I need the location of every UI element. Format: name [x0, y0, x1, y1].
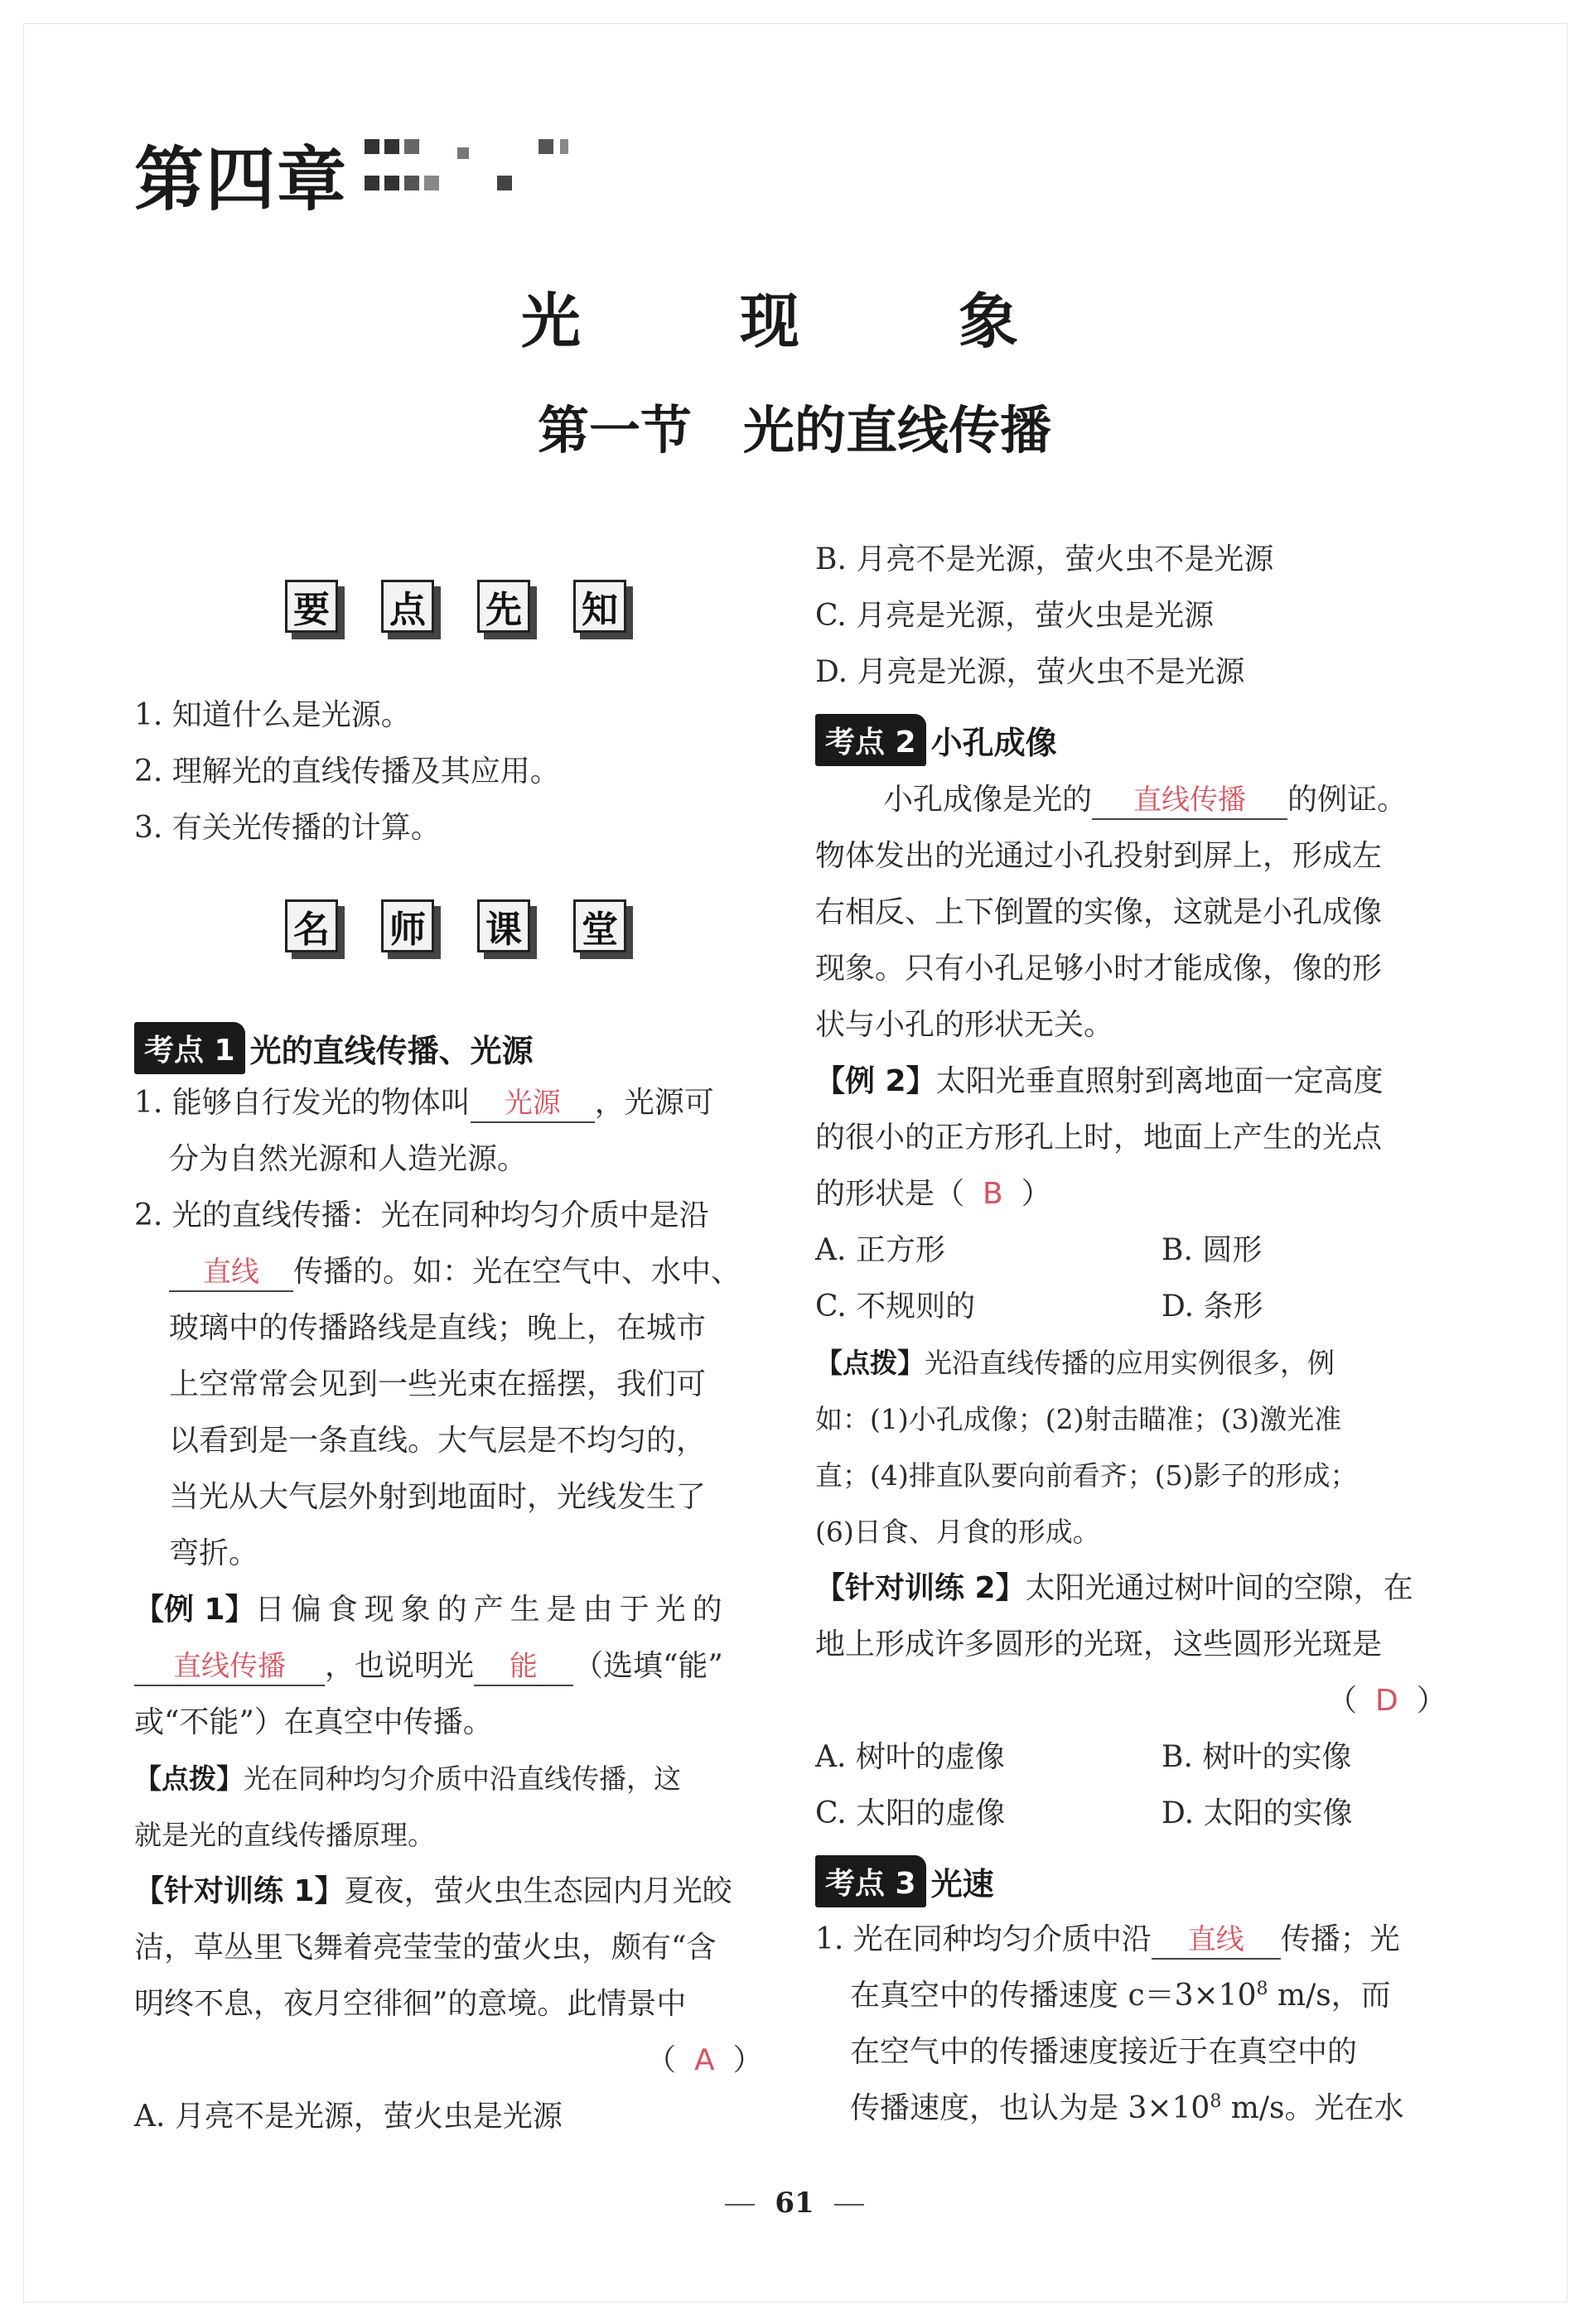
option-c: C. 太阳的虚像 [815, 1796, 1006, 1830]
text-line: 当光从大气层外射到地面时，光线发生了 [169, 1480, 707, 1514]
answer-bracket: （ D ） [1327, 1684, 1447, 1718]
option-a: A. 月亮不是光源，萤火虫是光源 [134, 2100, 563, 2134]
option-b: B. 圆形 [1162, 1233, 1263, 1267]
chapter-heading: 第四章 [134, 139, 349, 220]
answer-bracket: （ A ） [646, 2043, 763, 2077]
text-line: 在真空中的传播速度 $c=3\times 10^8$ m/s，而 [850, 1979, 1391, 2013]
text-line: 状与小孔的形状无关。 [815, 1008, 1114, 1042]
example-1: 【例 1】日偏食现象的产生是由于光的 [134, 1593, 729, 1627]
key-point-3 [815, 1855, 994, 1907]
text-line: 直；(4)排直队要向前看齐；(5)影子的形成； [815, 1459, 1358, 1492]
key-point-title: 光速 [930, 1866, 994, 1902]
key-points-badges [285, 580, 626, 633]
training-2: 【针对训练 2】太阳光通过树叶间的空隙，在 [815, 1571, 1413, 1605]
text-line: 在空气中的传播速度接近于在真空中的 [850, 2035, 1358, 2069]
option-a: A. 树叶的虚像 [815, 1740, 1005, 1774]
key-point-tag: 考点 3 [815, 1855, 926, 1907]
option-d: D. 太阳的实像 [1162, 1796, 1353, 1830]
text-line: 或“不能”）在真空中传播。 [134, 1705, 493, 1739]
text-line: 右相反、上下倒置的实像，这就是小孔成像 [815, 895, 1383, 929]
badge-char: 先 [477, 580, 530, 633]
tip-1: 【点拨】光在同种均匀介质中沿直线传播，这 [134, 1762, 681, 1795]
key-point-title: 光的直线传播、光源 [249, 1033, 534, 1069]
teacher-class-badges [285, 899, 626, 952]
answer-blank: 能 [474, 1648, 573, 1686]
section-title: 第一节 光的直线传播 [537, 400, 1051, 460]
text-line: 的形状是（ B ） [815, 1177, 1051, 1211]
key-point-2 [815, 714, 1057, 766]
option-d: D. 月亮是光源，萤火虫不是光源 [815, 655, 1245, 689]
text-line: 传播速度，也认为是 $3\times 10^8$ m/s。光在水 [850, 2091, 1404, 2125]
text-line: 明终不息，夜月空徘徊”的意境。此情景中 [134, 1987, 687, 2021]
text-line: 1. 能够自行发光的物体叫 光源 ，光源可 [134, 1085, 714, 1123]
badge-char: 课 [477, 899, 530, 952]
example-2: 【例 2】太阳光垂直照射到离地面一定高度 [815, 1064, 1384, 1098]
answer-blank: 直线 [1152, 1921, 1281, 1960]
page-number: 61 [0, 2187, 1589, 2220]
text-line: 上空常常会见到一些光束在摇摆，我们可 [169, 1367, 707, 1401]
text-line: 2. 光的直线传播：光在同种均匀介质中是沿 [134, 1198, 709, 1232]
text-line: 现象。只有小孔足够小时才能成像，像的形 [815, 952, 1383, 986]
option-d: D. 条形 [1162, 1290, 1263, 1324]
tip-2: 【点拨】光沿直线传播的应用实例很多，例 [815, 1347, 1335, 1379]
key-point-tag: 考点 1 [134, 1022, 245, 1074]
answer-blank: 光源 [471, 1085, 595, 1123]
text-line: 弯折。 [169, 1536, 259, 1570]
text-line: 直线 传播的。如：光在空气中、水中、 [169, 1254, 741, 1292]
badge-char: 名 [285, 899, 338, 952]
badge-char: 点 [381, 580, 434, 633]
text-line: 以看到是一条直线。大气层是不均匀的， [169, 1424, 707, 1458]
answer-blank: 直线传播 [134, 1648, 325, 1686]
text-line: 小孔成像是光的 直线传播 的例证。 [883, 782, 1407, 820]
key-point-title: 小孔成像 [930, 725, 1057, 761]
badge-char: 知 [573, 580, 626, 633]
answer-blank: 直线 [169, 1254, 293, 1292]
key-point-tag: 考点 2 [815, 714, 926, 766]
text-line: 就是光的直线传播原理。 [134, 1819, 435, 1851]
text-line: 如：(1)小孔成像；(2)射击瞄准；(3)激光准 [815, 1403, 1342, 1435]
text-line: 分为自然光源和人造光源。 [169, 1142, 528, 1176]
objective-item: 1. 知道什么是光源。 [134, 698, 411, 732]
badge-char: 要 [285, 580, 338, 633]
text-line: 洁，草丛里飞舞着亮莹莹的萤火虫，颇有“含 [134, 1931, 717, 1965]
option-b: B. 月亮不是光源，萤火虫不是光源 [815, 542, 1274, 576]
objective-item: 2. 理解光的直线传播及其应用。 [134, 755, 560, 788]
text-line: 物体发出的光通过小孔投射到屏上，形成左 [815, 839, 1383, 873]
text-line: 1. 光在同种均匀介质中沿 直线 传播；光 [815, 1921, 1400, 1960]
text-line: (6)日食、月食的形成。 [815, 1516, 1100, 1548]
badge-char: 师 [381, 899, 434, 952]
option-b: B. 树叶的实像 [1162, 1740, 1352, 1774]
key-point-1 [134, 1022, 534, 1074]
text-line: 的很小的正方形孔上时，地面上产生的光点 [815, 1121, 1383, 1155]
option-c: C. 月亮是光源，萤火虫是光源 [815, 599, 1215, 633]
answer-blank: 直线传播 [1092, 782, 1287, 820]
text-line: 地上形成许多圆形的光斑，这些圆形光斑是 [815, 1627, 1383, 1661]
training-1: 【针对训练 1】夏夜，萤火虫生态园内月光皎 [134, 1874, 732, 1908]
main-title: 光 现 象 [520, 287, 1068, 356]
badge-char: 堂 [573, 899, 626, 952]
text-line: 玻璃中的传播路线是直线；晚上，在城市 [169, 1311, 707, 1345]
objective-item: 3. 有关光传播的计算。 [134, 811, 441, 845]
text-line: 直线传播 ，也说明光 能 （选填“能” [134, 1648, 723, 1686]
decorative-blocks [365, 139, 563, 197]
option-a: A. 正方形 [815, 1233, 945, 1267]
option-c: C. 不规则的 [815, 1290, 976, 1324]
